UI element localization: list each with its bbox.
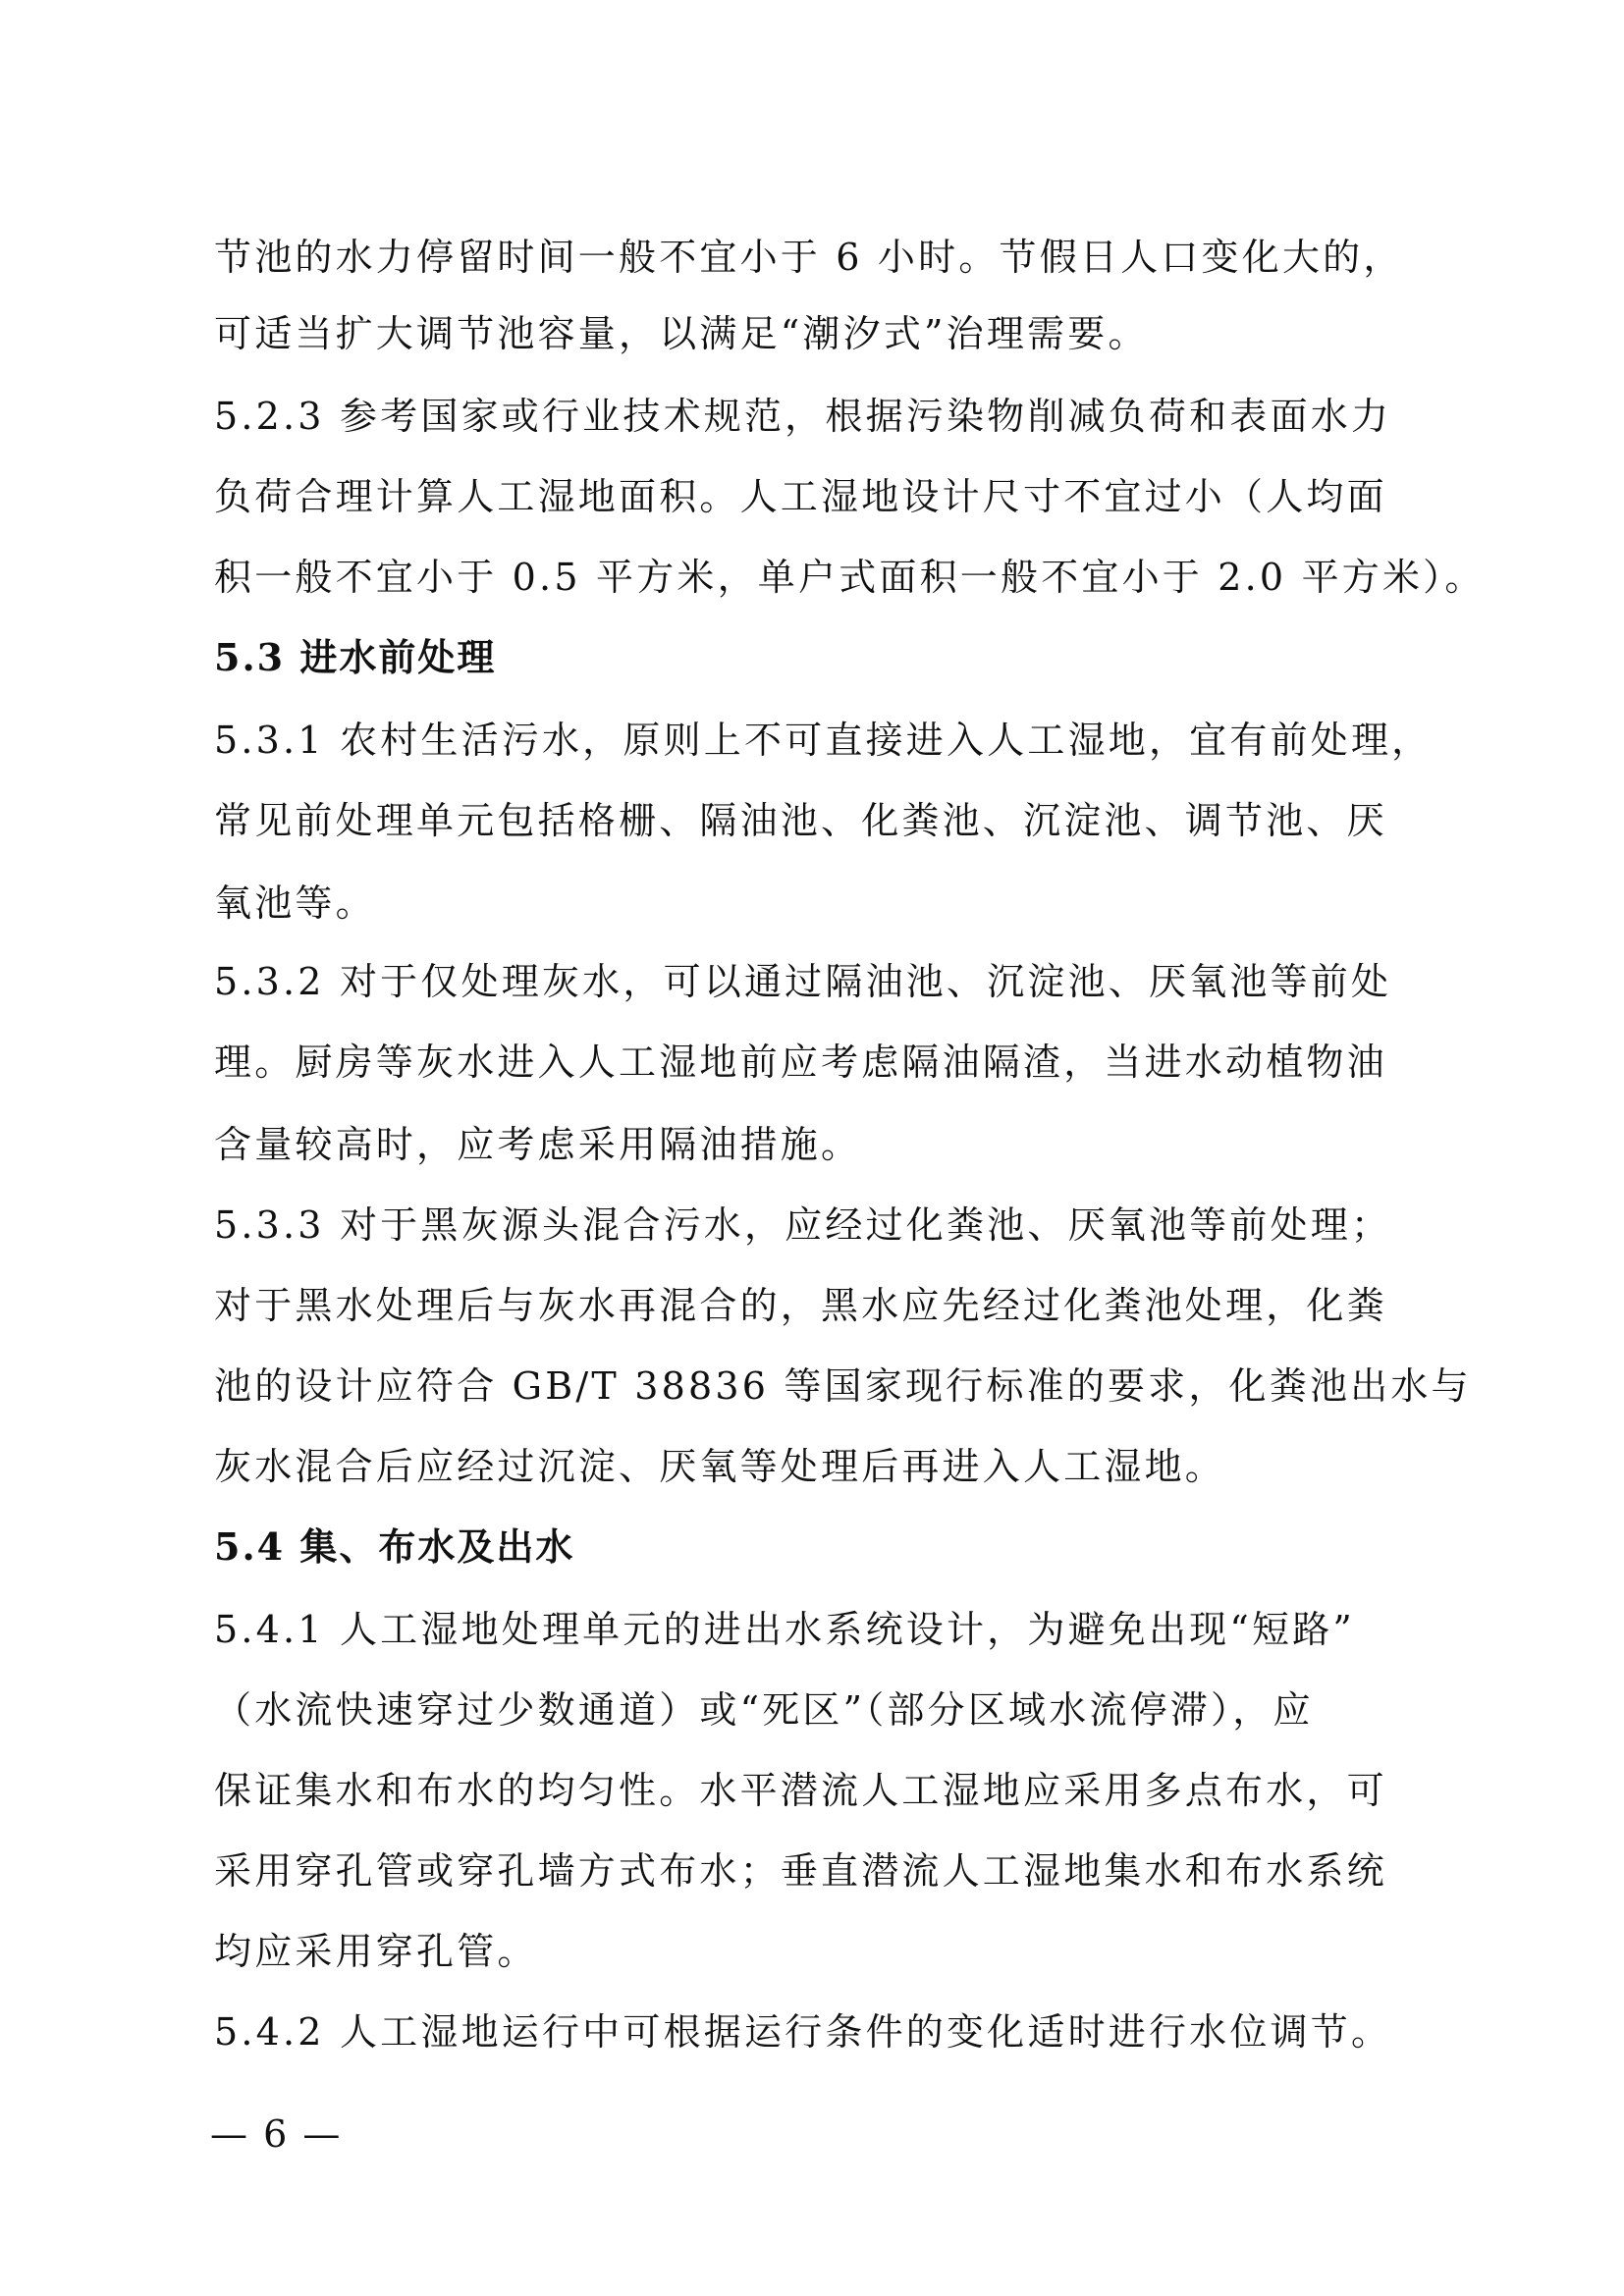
text-line: 灰水混合后应经过沉淀、厌氧等处理后再进入人工湿地。	[214, 1445, 1226, 1488]
text-line: 池的设计应符合 GB/T 38836 等国家现行标准的要求，化粪池出水与	[214, 1364, 1472, 1408]
text-line: 节池的水力停留时间一般不宜小于 6 小时。节假日人口变化大的，	[214, 236, 1404, 279]
text-line: 5.4.1 人工湿地处理单元的进出水系统设计，为避免出现“短路”	[214, 1608, 1356, 1651]
section-heading-5-4: 5.4 集、布水及出水	[214, 1524, 575, 1569]
text-line: 对于黑水处理后与灰水再混合的，黑水应先经过化粪池处理，化粪	[214, 1284, 1387, 1327]
text-line: 常见前处理单元包括格栅、隔油池、化粪池、沉淀池、调节池、厌	[214, 799, 1387, 842]
text-line: 负荷合理计算人工湿地面积。人工湿地设计尺寸不宜过小（人均面	[214, 475, 1387, 518]
text-line: 含量较高时，应考虑采用隔油措施。	[214, 1123, 862, 1166]
text-line: （水流快速穿过少数通道）或“死区”（部分区域水流停滞），应	[214, 1688, 1314, 1732]
text-line: 氧池等。	[214, 881, 376, 925]
page-number: — 6 —	[210, 2112, 343, 2156]
text-line: 均应采用穿孔管。	[214, 1930, 538, 1973]
text-line: 5.3.3 对于黑灰源头混合污水，应经过化粪池、厌氧池等前处理；	[214, 1203, 1392, 1247]
text-line: 5.4.2 人工湿地运行中可根据运行条件的变化适时进行水位调节。	[214, 2010, 1392, 2054]
text-line: 5.3.1 农村生活污水，原则上不可直接进入人工湿地，宜有前处理，	[214, 719, 1433, 762]
text-line: 采用穿孔管或穿孔墙方式布水；垂直潜流人工湿地集水和布水系统	[214, 1849, 1387, 1893]
text-line: 积一般不宜小于 0.5 平方米，单户式面积一般不宜小于 2.0 平方米）。	[214, 556, 1486, 599]
section-heading-5-3: 5.3 进水前处理	[214, 635, 497, 679]
text-line: 理。厨房等灰水进入人工湿地前应考虑隔油隔渣，当进水动植物油	[214, 1041, 1387, 1084]
text-line: 可适当扩大调节池容量，以满足“潮汐式”治理需要。	[214, 312, 1149, 355]
text-line: 保证集水和布水的均匀性。水平潜流人工湿地应采用多点布水，可	[214, 1769, 1387, 1812]
text-line: 5.2.3 参考国家或行业技术规范，根据污染物削减负荷和表面水力	[214, 395, 1392, 438]
text-line: 5.3.2 对于仅处理灰水，可以通过隔油池、沉淀池、厌氧池等前处	[214, 960, 1392, 1003]
